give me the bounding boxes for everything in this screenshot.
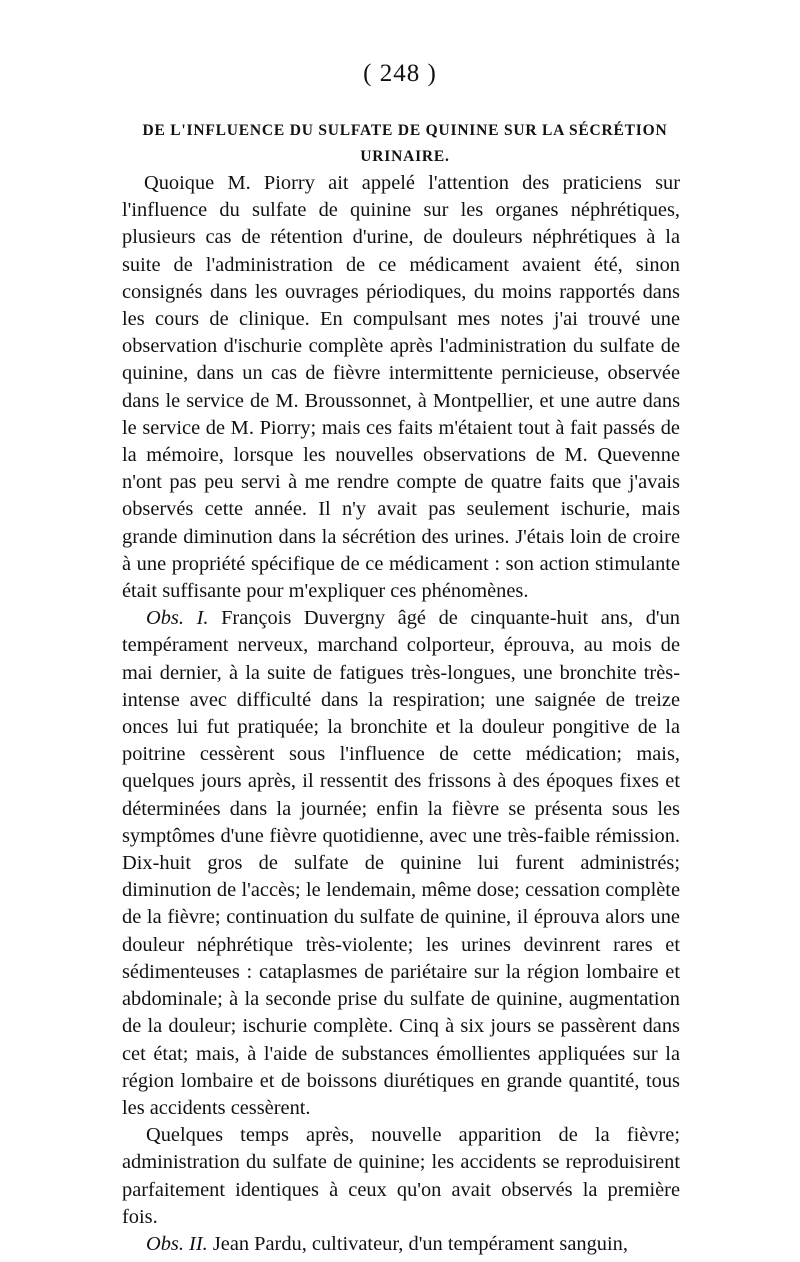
article-title-line-1: DE L'INFLUENCE DU SULFATE DE QUININE SUR LA SÉCRÉTION xyxy=(142,122,668,139)
paragraph-intro-text: Quoique M. Piorry ait appelé l'attention des praticiens sur l'influence du sulfate de quinine sur les organes néphrétiques, plusieurs cas de rétention d'urine, de douleurs néphrétiques à la suite de l'administration de ce médicament avaient été, sinon consignés dans les ouvrages périodiques, du moins rapportés dans les cours de clinique. En compulsant mes notes j'ai trouvé une observation d'ischurie complète après l'administration du sulfate de quinine, dans un cas de fièvre intermittente pernicieuse, observée dans le service de M. Broussonnet, à Montpellier, et une autre dans le service de M. Piorry; mais ces faits m'étaient tout à fait passés de la mémoire, lorsque les nouvelles observations de M. Quevenne n'ont pas peu servi à me rendre compte de quatre faits que j'avais observés cette année. Il n'y avait pas seulement ischurie, mais grande diminution dans la sécrétion des urines. J'étais loin de croire à une propriété spécifique de ce médicament : son action stimulante était suffisante pour m'expliquer ces phénomènes. xyxy=(122,172,680,603)
article-body xyxy=(122,170,680,1258)
article-title xyxy=(100,118,710,170)
paragraph-observation-1 xyxy=(122,605,680,1122)
paragraph-intro xyxy=(122,170,680,605)
observation-1-text: François Duvergny âgé de cinquante-huit ans, d'un tempérament nerveux, marchand colporteur, éprouva, au mois de mai dernier, à la suite de fatigues très-longues, une bronchite très-intense avec difficulté dans la respiration; une saignée de treize onces lui fut pratiquée; la bronchite et la douleur pongitive de la poitrine cessèrent sous l'influence de cette médication; mais, quelques jours après, il ressentit des frissons à des époques fixes et déterminées dans la journée; enfin la fièvre se présenta sous les symptômes d'une fièvre quotidienne, avec une très-faible rémission. Dix-huit gros de sulfate de quinine lui furent administrés; diminution de l'accès; le lendemain, même dose; cessation complète de la fièvre; continuation du sulfate de quinine, il éprouva alors une douleur néphrétique très-violente; les urines devinrent rares et sédimenteuses : cataplasmes de pariétaire sur la région lombaire et abdominale; à la seconde prise du sulfate de quinine, augmentation de la douleur; ischurie complète. Cinq à six jours se passèrent dans cet état; mais, à l'aide de substances émollientes appliquées sur la région lombaire et de boissons diurétiques en grande quantité, tous les accidents cessèrent. xyxy=(122,607,680,1119)
observation-1-label: Obs. I. xyxy=(146,607,209,630)
article-title-line-2: URINAIRE. xyxy=(360,148,450,165)
observation-2-text: Jean Pardu, cultivateur, d'un tempérament sanguin, xyxy=(207,1232,628,1255)
observation-2-label: Obs. II. xyxy=(146,1232,208,1255)
paragraph-followup xyxy=(122,1122,680,1231)
page-number: ( 248 ) xyxy=(363,60,437,87)
paragraph-observation-2 xyxy=(122,1231,680,1258)
paragraph-followup-text: Quelques temps après, nouvelle apparition de la fièvre; administration du sulfate de quinine; les accidents se reproduisirent parfaitement identiques à ceux qu'on avait observés la première fois. xyxy=(122,1124,680,1228)
